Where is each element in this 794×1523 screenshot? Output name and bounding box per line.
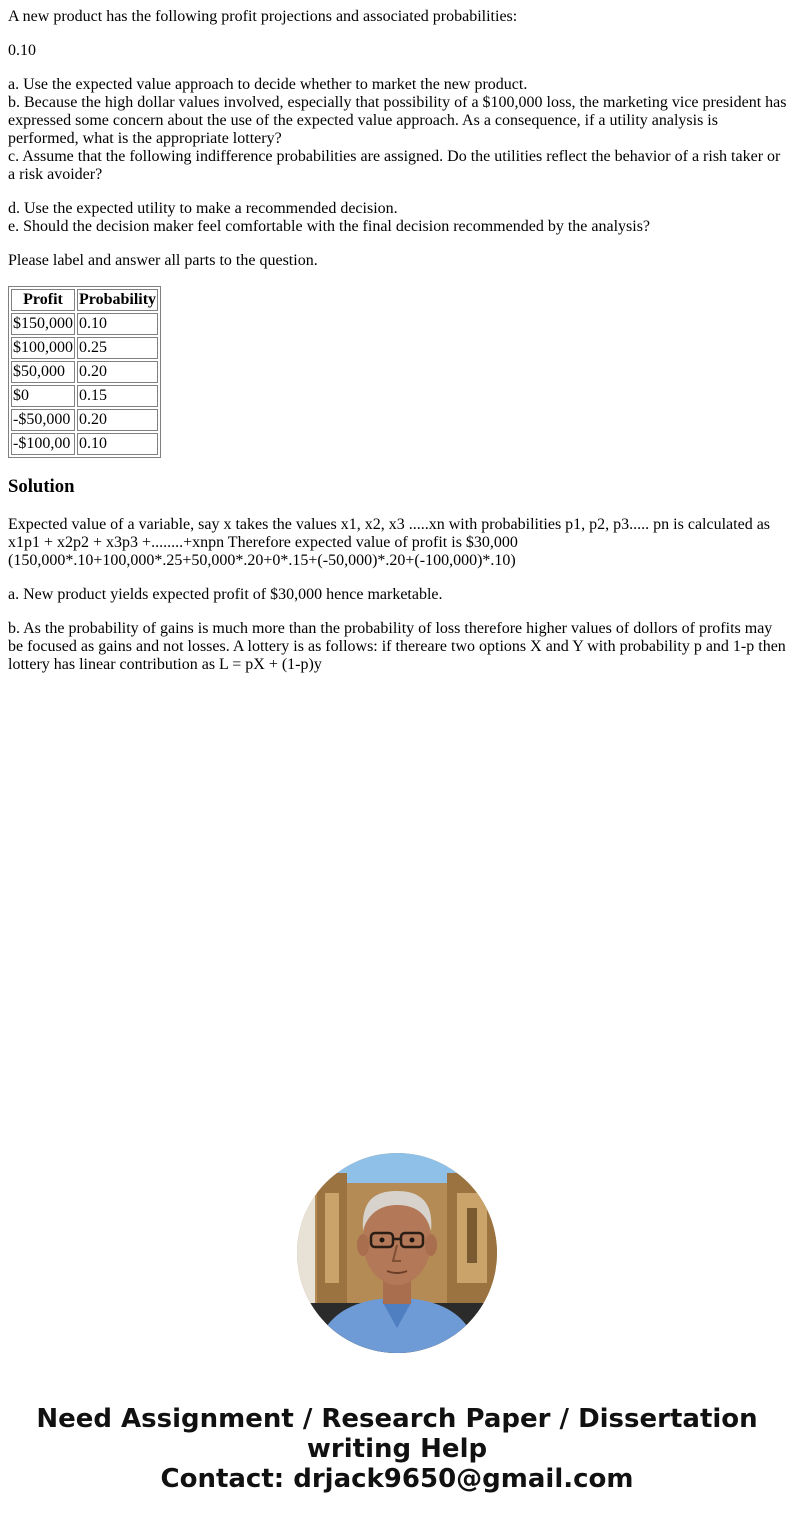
- tutor-portrait-image: [297, 1153, 497, 1353]
- profit-cell: $150,000: [11, 313, 75, 335]
- table-row: [11, 361, 158, 383]
- table-header-row: [11, 289, 158, 311]
- table-row: [11, 313, 158, 335]
- header-profit: Profit: [11, 289, 75, 311]
- stray-value: 0.10: [8, 42, 36, 59]
- question-parts-de: [8, 200, 788, 236]
- promo-line-2: writing Help: [306, 1434, 488, 1464]
- probability-cell: 0.15: [77, 385, 158, 407]
- solution-expected-value: Expected value of a variable, say x takes the values x1, x2, x3 .....xn with probabilities p1, p2, p3..... pn is calculated as x1p1 + x2p2 + x3p3 +........+xnpn Therefore expected value of profit is $30,000 (150,000*.10+100,000*.25+50,000*.20+0*.15+(-50,000)*.20+(-100,000)*.10): [8, 516, 771, 569]
- probability-cell: 0.10: [77, 313, 158, 335]
- probability-cell: 0.20: [77, 409, 158, 431]
- table-row: [11, 409, 158, 431]
- probability-cell: 0.20: [77, 361, 158, 383]
- promo-line-1: Need Assignment / Research Paper / Dissertation: [36, 1404, 758, 1434]
- part-c: c. Assume that the following indifference probabilities are assigned. Do the utilities reflect the behavior of a rish taker or a risk avoider?: [8, 148, 781, 183]
- profit-probability-table: [8, 286, 161, 458]
- probability-cell: 0.25: [77, 337, 158, 359]
- table-row: [11, 337, 158, 359]
- document-body: [8, 8, 788, 690]
- question-parts-ab: [8, 76, 788, 184]
- table-row: [11, 385, 158, 407]
- part-a: a. Use the expected value approach to decide whether to market the new product.: [8, 76, 528, 93]
- header-probability: Probability: [77, 289, 158, 311]
- promo-banner: [0, 1404, 794, 1494]
- instruction: Please label and answer all parts to the question.: [8, 252, 318, 269]
- table-row: [11, 433, 158, 455]
- part-e: e. Should the decision maker feel comfortable with the final decision recommended by the analysis?: [8, 218, 651, 235]
- probability-cell: 0.10: [77, 433, 158, 455]
- profit-cell: -$50,000: [11, 409, 75, 431]
- solution-part-a: a. New product yields expected profit of $30,000 hence marketable.: [8, 586, 443, 603]
- tutor-avatar: [297, 1153, 497, 1353]
- promo-contact: Contact: drjack9650@gmail.com: [160, 1464, 634, 1494]
- profit-cell: $50,000: [11, 361, 75, 383]
- solution-heading: Solution: [8, 476, 75, 497]
- profit-cell: $100,000: [11, 337, 75, 359]
- part-d: d. Use the expected utility to make a recommended decision.: [8, 200, 398, 217]
- question-intro: A new product has the following profit projections and associated probabilities:: [8, 8, 518, 25]
- profit-cell: -$100,00: [11, 433, 75, 455]
- solution-part-b: b. As the probability of gains is much more than the probability of loss therefore higher values of dollors of profits may be focused as gains and not losses. A lottery is as follows: if thereare two options X and Y with probability p and 1-p then lottery has linear contribution as L = pX + (1-p)y: [8, 620, 786, 673]
- profit-cell: $0: [11, 385, 75, 407]
- part-b: b. Because the high dollar values involved, especially that possibility of a $100,000 loss, the marketing vice president has expressed some concern about the use of the expected value approach. As a consequence, if a utility analysis is performed, what is the appropriate lottery?: [8, 94, 787, 147]
